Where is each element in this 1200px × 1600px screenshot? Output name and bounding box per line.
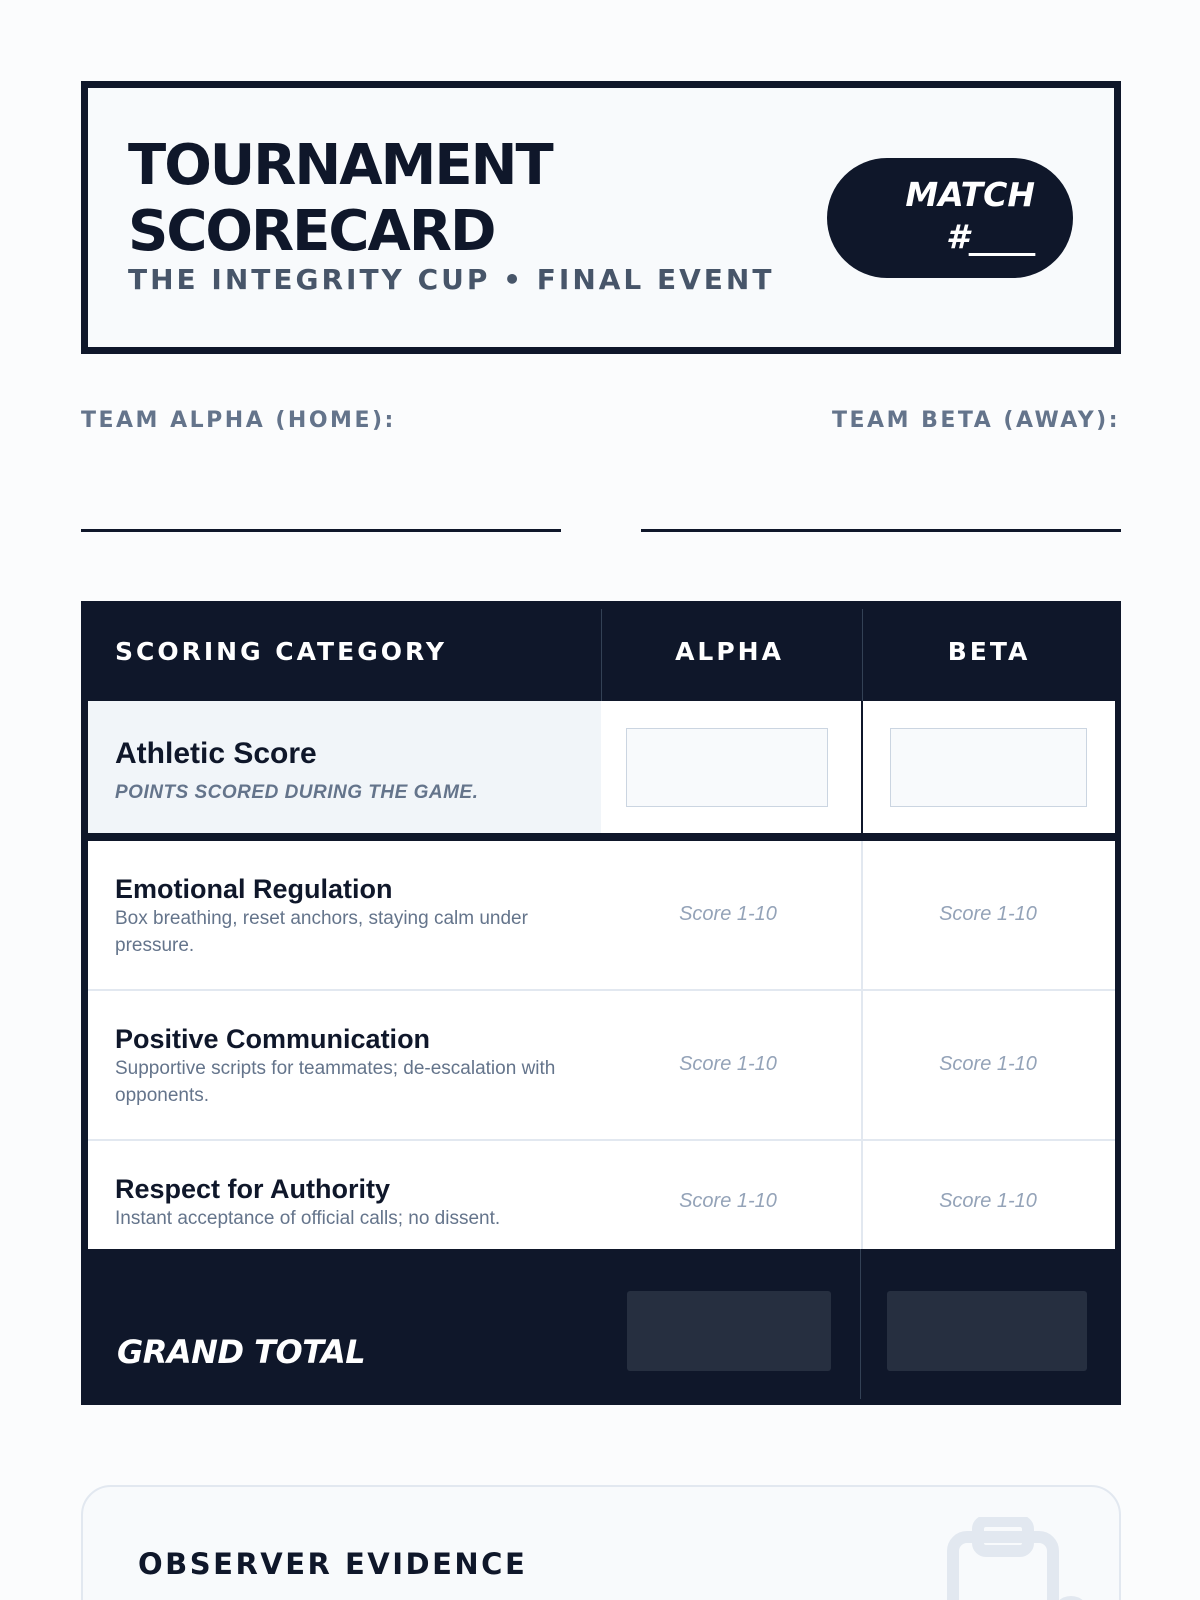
row-divider xyxy=(88,989,1115,991)
team-alpha-name-field[interactable] xyxy=(81,529,561,532)
alpha-emotional-regulation-score[interactable]: Score 1-10 xyxy=(679,903,777,925)
header-alpha: ALPHA xyxy=(675,636,784,666)
category-description: POINTS SCORED DURING THE GAME. xyxy=(115,782,479,803)
alpha-grand-total-input[interactable] xyxy=(627,1291,831,1371)
table-row-athletic-score xyxy=(88,701,1115,833)
row-divider xyxy=(88,1139,1115,1141)
category-name: Emotional Regulation xyxy=(115,874,393,904)
beta-grand-total-input[interactable] xyxy=(887,1291,1087,1371)
scorecard-header xyxy=(81,81,1121,354)
column-divider xyxy=(861,841,863,1249)
alpha-positive-communication-score[interactable]: Score 1-10 xyxy=(679,1053,777,1075)
header-beta: BETA xyxy=(947,636,1031,666)
category-name: Respect for Authority xyxy=(115,1174,391,1204)
grand-total-label: GRAND TOTAL xyxy=(117,1333,366,1371)
clipboard-icon xyxy=(943,1517,1093,1600)
column-divider xyxy=(860,1249,861,1399)
alpha-athletic-score-input[interactable] xyxy=(626,728,828,807)
match-number-badge[interactable]: MATCH #____ xyxy=(827,158,1073,278)
category-description: Box breathing, reset anchors, staying calm under pressure. xyxy=(115,908,528,956)
team-alpha-label: TEAM ALPHA (HOME): xyxy=(81,408,396,433)
category-name: Athletic Score xyxy=(115,737,317,770)
scoring-table xyxy=(81,601,1121,1405)
category-name: Positive Communication xyxy=(115,1024,431,1054)
category-description: Supportive scripts for teammates; de-escalation with opponents. xyxy=(115,1058,556,1106)
team-beta-label: TEAM BETA (AWAY): xyxy=(832,408,1120,433)
observer-evidence-title: OBSERVER EVIDENCE xyxy=(138,1547,528,1581)
header-scoring-category: SCORING CATEGORY xyxy=(115,636,447,666)
behaviour-rows xyxy=(88,841,1115,1249)
category-description: Instant acceptance of official calls; no dissent. xyxy=(115,1208,501,1229)
page-title: TOURNAMENT SCORECARD xyxy=(128,133,552,264)
beta-emotional-regulation-score[interactable]: Score 1-10 xyxy=(939,903,1037,925)
beta-respect-for-authority-score[interactable]: Score 1-10 xyxy=(939,1190,1037,1212)
alpha-respect-for-authority-score[interactable]: Score 1-10 xyxy=(679,1190,777,1212)
team-beta-name-field[interactable] xyxy=(641,529,1121,532)
beta-positive-communication-score[interactable]: Score 1-10 xyxy=(939,1053,1037,1075)
beta-athletic-score-input[interactable] xyxy=(890,728,1087,807)
column-divider xyxy=(861,701,863,833)
observer-evidence-card xyxy=(81,1485,1121,1600)
event-subtitle: THE INTEGRITY CUP • FINAL EVENT xyxy=(128,263,775,296)
